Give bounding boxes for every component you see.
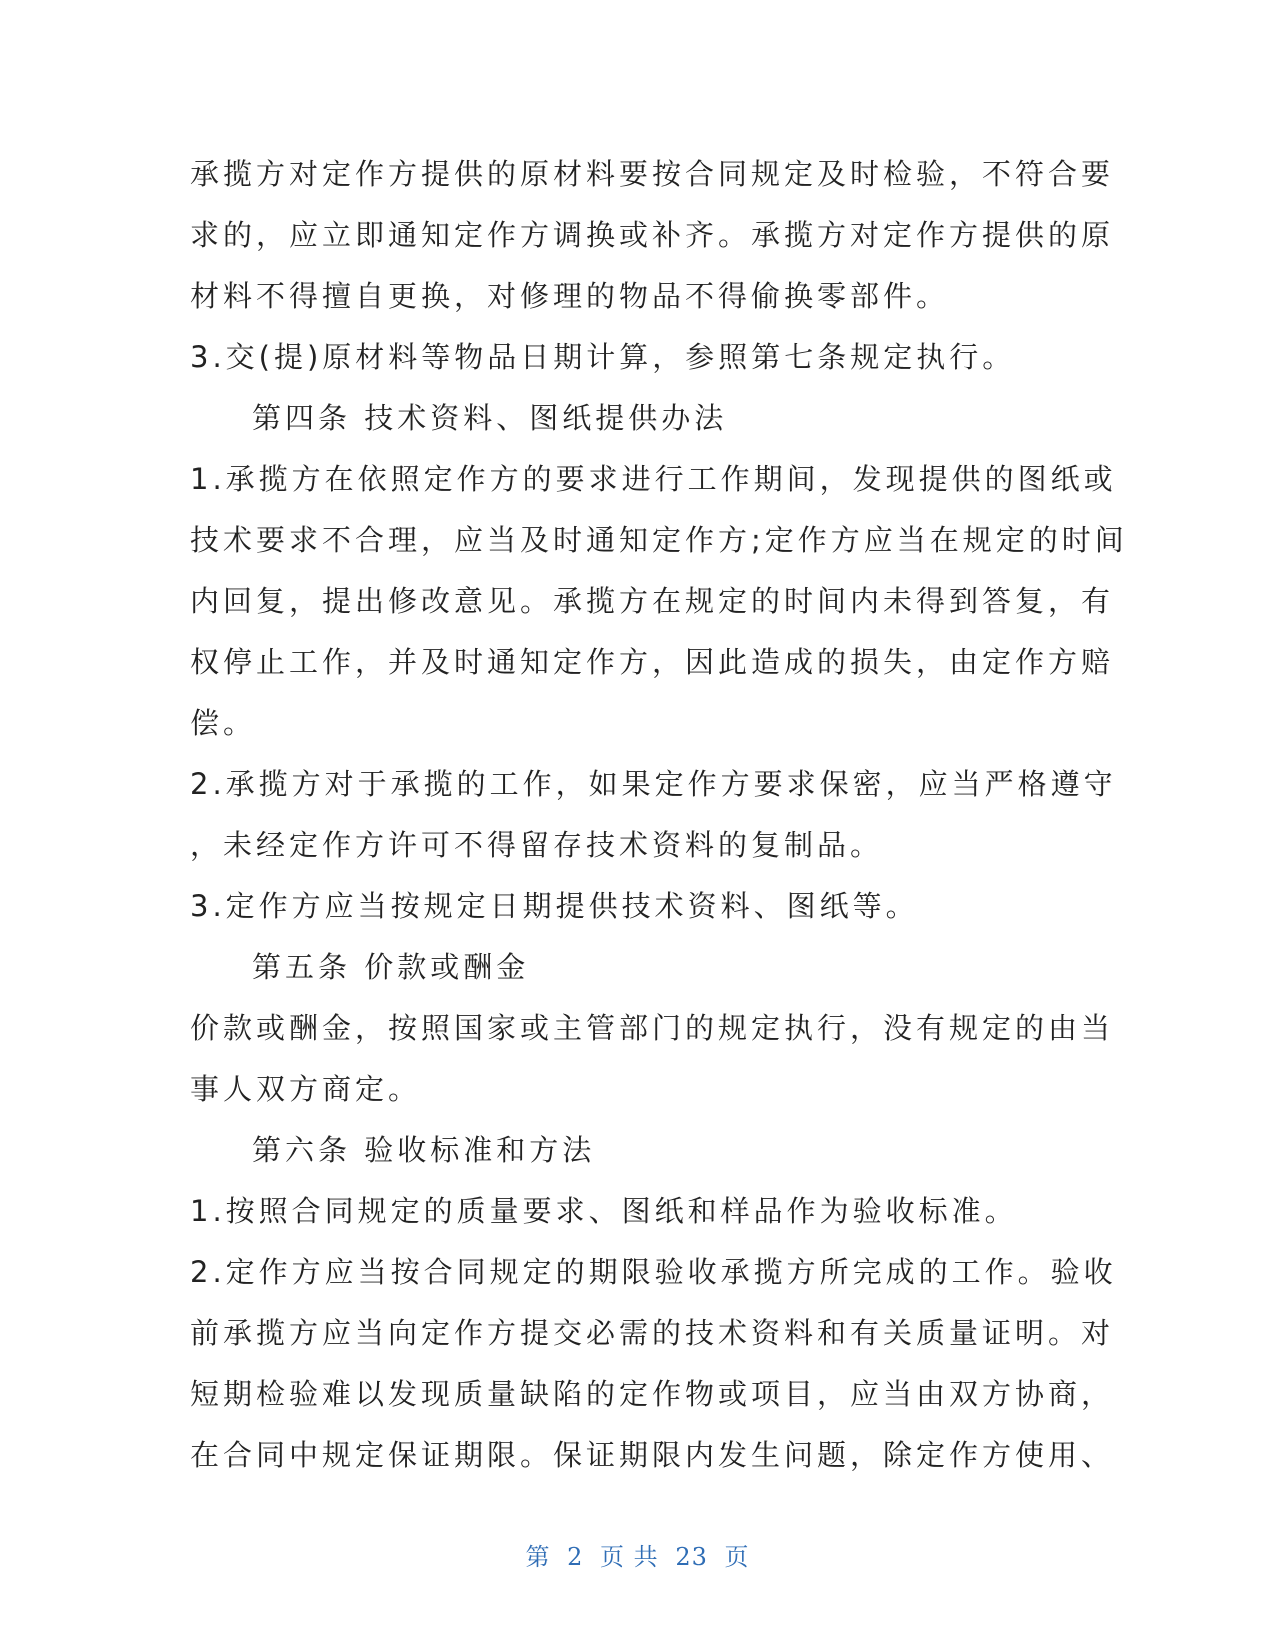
- text-line: 在合同中规定保证期限。保证期限内发生问题，除定作方使用、: [190, 1438, 1115, 1472]
- current-page-number: 2: [567, 1543, 584, 1571]
- text-line: ，未经定作方许可不得留存技术资料的复制品。: [190, 828, 884, 862]
- text-line: 事人双方商定。: [190, 1072, 422, 1106]
- text-line: 偿。: [190, 706, 257, 740]
- text-line: 前承揽方应当向定作方提交必需的技术资料和有关质量证明。对: [190, 1316, 1115, 1350]
- text-line: 内回复，提出修改意见。承揽方在规定的时间内未得到答复，有: [190, 584, 1115, 618]
- footer-prefix: 第: [525, 1543, 551, 1571]
- text-line: 3.交(提)原材料等物品日期计算，参照第七条规定执行。: [190, 340, 1016, 374]
- text-line: 1.按照合同规定的质量要求、图纸和样品作为验收标准。: [190, 1194, 1018, 1228]
- text-line: 2.承揽方对于承揽的工作，如果定作方要求保密，应当严格遵守: [190, 767, 1117, 801]
- total-pages-number: 23: [675, 1543, 708, 1571]
- text-line: 短期检验难以发现质量缺陷的定作物或项目，应当由双方协商，: [190, 1377, 1115, 1411]
- text-line: 求的，应立即通知定作方调换或补齐。承揽方对定作方提供的原: [190, 218, 1115, 252]
- text-line: 权停止工作，并及时通知定作方，因此造成的损失，由定作方赔: [190, 645, 1115, 679]
- text-line: 技术要求不合理，应当及时通知定作方;定作方应当在规定的时间: [190, 523, 1128, 557]
- page-footer: [0, 1537, 1275, 1572]
- document-body: [190, 144, 1128, 1486]
- footer-suffix: 页: [724, 1543, 750, 1571]
- section-heading: 第六条 验收标准和方法: [252, 1133, 596, 1167]
- section-heading: 第四条 技术资料、图纸提供办法: [252, 401, 728, 435]
- text-line: 价款或酬金，按照国家或主管部门的规定执行，没有规定的由当: [190, 1011, 1115, 1045]
- text-line: 1.承揽方在依照定作方的要求进行工作期间，发现提供的图纸或: [190, 462, 1117, 496]
- text-line: 2.定作方应当按合同规定的期限验收承揽方所完成的工作。验收: [190, 1255, 1117, 1289]
- text-line: 3.定作方应当按规定日期提供技术资料、图纸等。: [190, 889, 919, 923]
- text-line: 材料不得擅自更换，对修理的物品不得偷换零部件。: [190, 279, 950, 313]
- footer-middle: 页 共: [600, 1543, 659, 1571]
- text-line: 承揽方对定作方提供的原材料要按合同规定及时检验，不符合要: [190, 157, 1115, 191]
- section-heading: 第五条 价款或酬金: [252, 950, 530, 984]
